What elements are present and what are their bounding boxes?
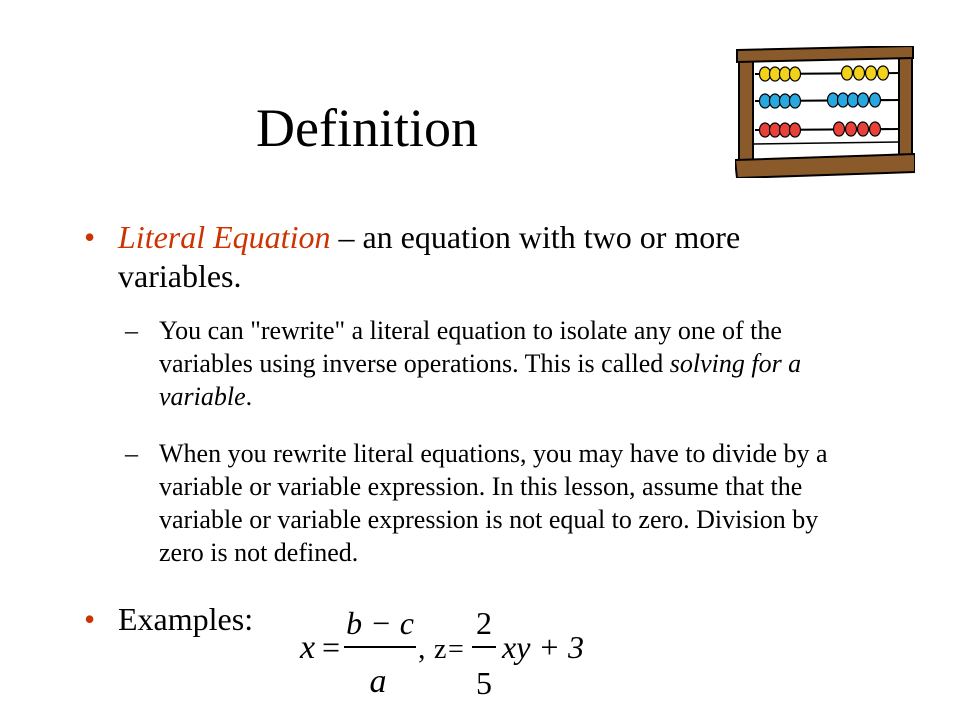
sub-bullet-dash: – [125, 439, 138, 468]
abacus-bead [760, 123, 771, 137]
bullet-dot: • [84, 601, 96, 637]
abacus-bead [870, 93, 881, 107]
abacus-bead [866, 66, 877, 80]
sub-bullet-text: When you rewrite literal equations, you may have to divide by a variable or variable expression. In this lesson, assume that the variable or variable expression is not equal to zero. Division by zero is not defined. [159, 439, 828, 567]
sub-bullet-dash: – [125, 316, 138, 345]
abacus-bead [770, 67, 781, 81]
abacus-bead [858, 93, 869, 107]
formula2-lhs: z [434, 634, 447, 665]
abacus-bead [842, 66, 853, 80]
abacus-left-post [739, 50, 753, 170]
definition-rest: – an equation with two or more variables. [118, 219, 741, 294]
formula2-numerator: 2 [476, 605, 492, 641]
formula1-denominator: a [369, 663, 387, 700]
abacus-top-bar [737, 46, 913, 62]
abacus-bead [770, 94, 781, 108]
abacus-bead [780, 67, 791, 81]
formula1-numerator: b − c [346, 605, 414, 641]
examples-label: Examples: [118, 601, 254, 637]
bullet-dot: • [84, 219, 96, 255]
formula2-tail: xy + 3 [502, 629, 584, 665]
abacus-bead [834, 122, 845, 136]
abacus-bead [790, 67, 801, 81]
abacus-bead [760, 67, 771, 81]
abacus-bead [790, 94, 801, 108]
abacus-bead [870, 122, 881, 136]
abacus-bead [828, 93, 839, 107]
definition-term: Literal Equation [118, 219, 331, 255]
abacus-right-post [899, 48, 912, 168]
abacus-bead [878, 66, 889, 80]
example-formulas [290, 602, 590, 702]
abacus-bead [858, 122, 869, 136]
formula1-equals: = [322, 629, 341, 665]
abacus-bead [770, 123, 781, 137]
formula2-denominator: 5 [476, 665, 492, 701]
slide-title: Definition [256, 98, 478, 158]
formula-separator: , [418, 632, 426, 665]
sub-bullet-text: You can "rewrite" a literal equation to isolate any one of the variables using inverse operations. This is called solving for a variable. [159, 316, 802, 411]
formula1-lhs: x [300, 629, 316, 666]
abacus-bead [854, 66, 865, 80]
solving-for-variable-emphasis: solving for a variable [159, 349, 802, 411]
abacus-bead [838, 93, 849, 107]
abacus-bead [780, 123, 791, 137]
abacus-icon [735, 46, 915, 178]
definition-text [118, 218, 864, 296]
abacus-bead [848, 93, 859, 107]
abacus-bead [780, 94, 791, 108]
abacus-bead [760, 94, 771, 108]
abacus-bead [846, 122, 857, 136]
abacus-bead [790, 123, 801, 137]
formula2-equals: = [448, 634, 464, 665]
